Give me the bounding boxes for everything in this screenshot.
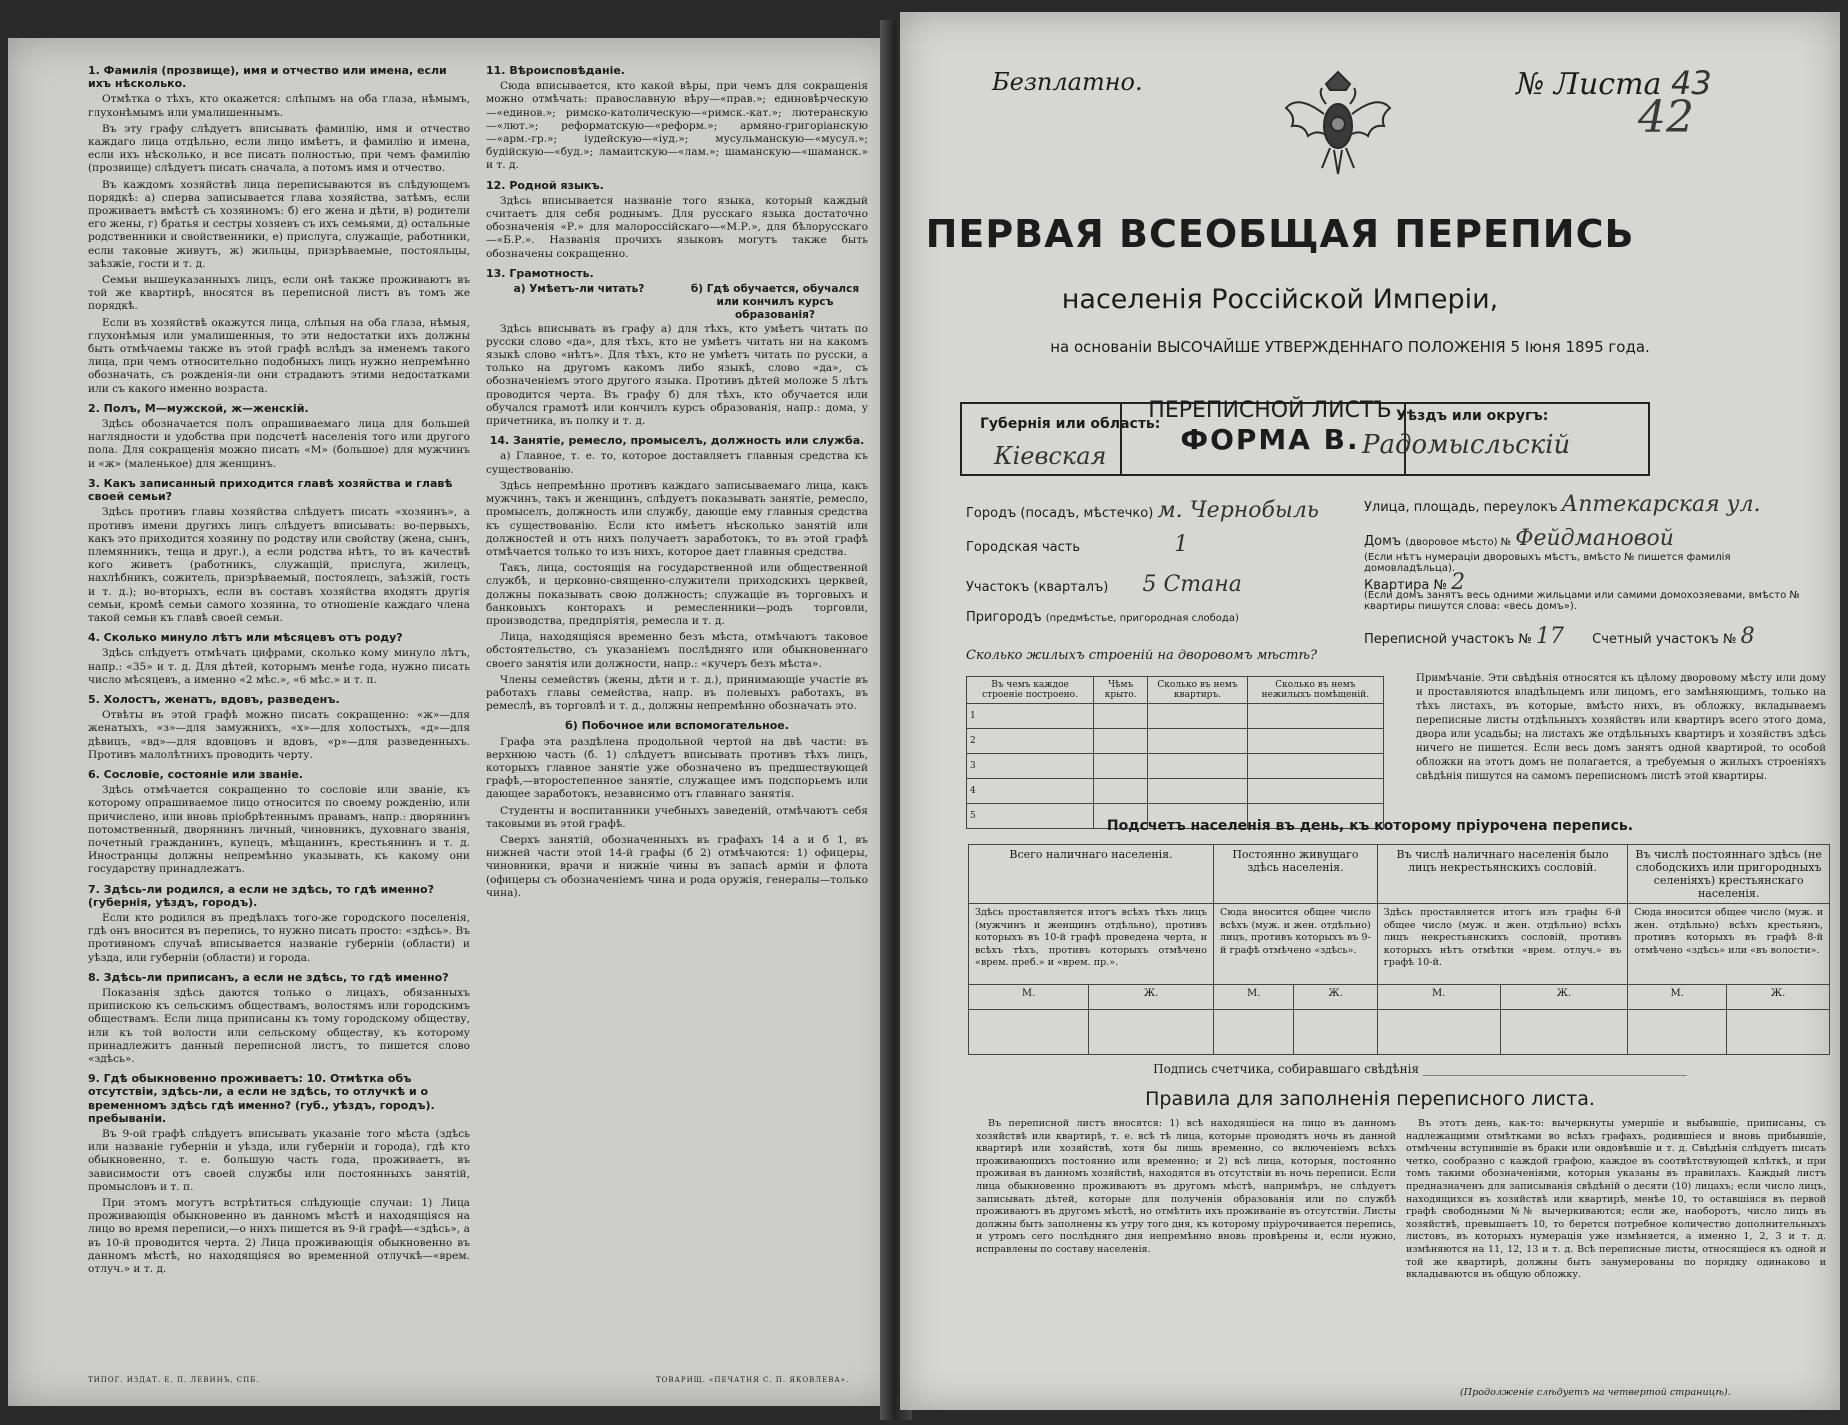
printer-imprint: ТИПОГ. ИЗДАТ. Е. П. ЛЕВИНЪ, СПБ. xyxy=(88,1376,260,1384)
province-value: Кіевская xyxy=(994,442,1107,470)
census-title: ПЕРВАЯ ВСЕОБЩАЯ ПЕРЕПИСЬ xyxy=(925,212,1635,256)
margin-folio-number: 42 xyxy=(1638,92,1694,143)
section-heading: 11. Вѣроисповѣданіе. xyxy=(486,64,625,77)
bld-col-header: Чѣмъ крыто. xyxy=(1094,677,1148,704)
instruction-paragraph: Отмѣтка о тѣхъ, кто окажется: слѣпымъ на оба глаза, нѣмымъ, глухонѣмымъ или умалишеннымъ. xyxy=(88,93,470,119)
literacy-subheading: а) Умѣетъ-ли читать? xyxy=(513,283,645,296)
legal-basis: на основаніи ВЫСОЧАЙШЕ УТВЕРЖДЕННАГО ПОЛОЖЕНІЯ 5 Іюня 1895 года. xyxy=(1050,338,1650,356)
house-value: Фейдмановой xyxy=(1515,526,1674,551)
sheet-number-handwritten: 43 xyxy=(1670,64,1712,102)
instruction-paragraph: Показанія здѣсь даются только о лицахъ, обязанныхъ припискою къ сельскимъ обществамъ, волостямъ или городскимъ обществамъ. Если лица приписаны къ тому городскому обществу, или къ той волости или сельскому обществу, къ которому принадлежитъ данный переписной листъ, то пишется слово «здѣсь». xyxy=(88,987,470,1066)
section-heading: 1. Фамилія (прозвище), имя и отчество или имена, если ихъ нѣсколько. xyxy=(88,64,447,91)
instruction-paragraph: Здѣсь отмѣчается сокращенно то сословіе или званіе, къ которому опрашиваемое лицо относится по своему рожденію, или причислено, или вновь пріобрѣтеннымъ правамъ, напр.: дворянинъ потомственный, дворянинъ личный, чиновникъ, духовнаго званія, почетный гражданинъ, купецъ, мѣщанинъ, крестьянинъ и т. д. Иностранцы должны непремѣнно указывать, къ какому они государству принадлежатъ. xyxy=(88,784,470,876)
table-row: 2 xyxy=(967,729,1384,754)
continued-note: (Продолженіе слѣдуетъ на четвертой страницѣ). xyxy=(1460,1387,1731,1398)
apartment-footnote: (Если домъ занятъ весь одними жильцами или самими домохозяевами, вмѣсто № квартиры пишутся слова: «весь домъ»). xyxy=(1364,590,1800,612)
literacy-subheading: б) Гдѣ обучается, обучался или кончилъ курсъ образованія? xyxy=(690,283,860,322)
street-field: Улица, площадь, переулокъ Аптекарская ул. xyxy=(1364,492,1761,517)
instruction-paragraph: Если кто родился въ предѣлахъ того-же городского поселенія, гдѣ онъ вносится въ перепись, то нужно писать просто: «здѣсь». Въ противномъ случаѣ вписывается названіе губерніи (области) и уѣзда, или губерніи (области) и города. xyxy=(88,911,470,964)
instruction-paragraph: Графа эта раздѣлена продольной чертой на двѣ части: въ верхнюю часть (б. 1) слѣдуетъ вписывать противъ тѣхъ лицъ, которыхъ главное занятіе уже обозначено въ предшествующей графѣ,—второстепенное занятіе, служащее имъ подспорьемъ или дающее заработокъ, независимо отъ главнаго занятія. xyxy=(486,735,868,801)
section-heading: 6. Сословіе, состояніе или званіе. xyxy=(88,767,303,781)
section-heading: 7. Здѣсь-ли родился, а если не здѣсь, то гдѣ именно? (губернія, уѣздъ, городъ). xyxy=(88,882,434,909)
count-col-desc: Сюда вносится общее число всѣхъ (муж. и жен. отдѣльно) лицъ, противъ которыхъ въ 9-й графѣ отмѣчено «здѣсь». xyxy=(1214,904,1378,985)
instruction-paragraph: Въ эту графу слѣдуетъ вписывать фамилію, имя и отчество каждаго лица отдѣльно, если лицо имѣетъ, и фамилію и имена, если ихъ нѣсколько, и все писать полностью, при чемъ фамилію (прозвище) слѣдуетъ писать сначала, а потомъ имя и отчество. xyxy=(88,122,470,175)
sex-header-row: М. Ж. М. Ж. М. Ж. М. Ж. xyxy=(969,985,1830,1010)
city-part-field: Городская часть 1 xyxy=(966,532,1189,557)
precinct-value: 5 Стана xyxy=(1142,572,1242,597)
table-row: 5 xyxy=(967,804,1384,829)
instruction-paragraph: Здѣсь обозначается полъ опрашиваемаго лица для большей наглядности и удобства при подсчетѣ населенія того или другого пола. Для сокращенія можно писать «М» (большое) для мужчинъ и «ж» (маленькое) для женщинъ. xyxy=(88,418,470,470)
instruction-paragraph: Въ каждомъ хозяйствѣ лица переписываются въ слѣдующемъ порядкѣ: а) сперва записывается глава хозяйства, затѣмъ, если проживаетъ вмѣстѣ съ хозяиномъ: б) его жена и дѣти, в) родители его жены, г) братья и сестры хозяевъ съ ихъ семьями, д) остальные родственники и свойственники, е) прислуга, служащіе, работники, если таковые живутъ, ж) жильцы, призрѣваемые, постояльцы, заѣзжіе, гости и т. д. xyxy=(88,178,470,270)
table-row: 1 xyxy=(967,704,1384,729)
instruction-paragraph: а) Главное, т. е. то, которое доставляетъ главныя средства къ существованію. xyxy=(486,450,868,476)
count-values-row xyxy=(969,1010,1830,1055)
instruction-paragraph: Члены семействъ (жены, дѣти и т. д.), принимающіе участіе въ работахъ главы семейства, напр. въ полевыхъ работахъ, въ ремеслѣ, въ торговлѣ и т. д., должны непремѣнно обозначать это. xyxy=(486,673,868,713)
left-page xyxy=(8,38,896,1406)
instruction-paragraph: Отвѣты въ этой графѣ можно писать сокращенно: «ж»—для женатыхъ, «з»—для замужнихъ, «х»—для холостыхъ, «д»—для дѣвицъ, «вд»—для вдовцовъ и вдовъ, «р»—для разведенныхъ. Противъ малолѣтнихъ проводить черту. xyxy=(88,709,470,761)
count-col-desc: Здѣсь проставляется итогъ всѣхъ тѣхъ лицъ (мужчинъ и женщинъ отдѣльно), противъ которыхъ въ 10-й графѣ проведена черта, и всѣхъ тѣхъ, противъ которыхъ отмѣчено «врем. преб.» и «врем. пр.». xyxy=(969,904,1214,985)
house-footnote: (Если нѣтъ нумераціи дворовыхъ мѣстъ, вмѣсто № пишется фамилія домовладѣльца). xyxy=(1364,552,1731,574)
section-heading: 14. Занятіе, ремесло, промыселъ, должность или служба. xyxy=(489,434,865,448)
census-district-value: 17 xyxy=(1536,624,1564,649)
instructions-column-a xyxy=(88,58,470,1279)
district-value: Радомысльскій xyxy=(1362,430,1571,460)
census-district-field: Переписной участокъ № 17 Счетный участокъ № 8 xyxy=(1364,624,1755,649)
count-col-header: Всего наличнаго населенія. xyxy=(969,845,1214,904)
town-field: Городъ (посадъ, мѣстечко) м. Чернобыль xyxy=(966,498,1319,523)
buildings-table xyxy=(966,676,1384,829)
count-col-header: Постоянно живущаго здѣсь населенія. xyxy=(1214,845,1378,904)
sheet-number: № Листа 43 xyxy=(1516,64,1712,102)
instruction-paragraph: Если въ хозяйствѣ окажутся лица, слѣпыя на оба глаза, нѣмыя, глухонѣмыя или умалишенныя, то эти недостатки ихъ должны быть отмѣчаемы также въ этой графѣ вслѣдъ за именемъ такого лица, при чемъ относительно подобныхъ лицъ нужно непремѣнно обозначать, съ рожденія-ли они страдаютъ этими недостатками или съ какого именно возраста. xyxy=(88,316,470,395)
instruction-paragraph: Сюда вписывается, кто какой вѣры, при чемъ для сокращенія можно отмѣчать: православную вѣру—«прав.»; единовѣрческую—«единов.»; римско-католическую—«римск.-кат.»; лютеранскую—«лют.»; реформатскую—«реформ.»; армяно-григоріанскую—«арм.-гр.»; іудейскую—«іуд.»; мусульманскую—«мусул.»; будійскую—«буд.»; ламаитскую—«лам.»; шаманскую—«шаманск.» и т. д. xyxy=(486,80,868,172)
section-heading: 8. Здѣсь-ли приписанъ, а если не здѣсь, то гдѣ именно? xyxy=(88,970,449,984)
section-heading: 4. Сколько минуло лѣтъ или мѣсяцевъ отъ роду? xyxy=(88,631,403,645)
section-heading: 13. Грамотность. xyxy=(486,266,594,280)
instruction-paragraph: Здѣсь вписывается названіе того языка, который каждый считаетъ для себя роднымъ. Для русскаго языка достаточно обозначенія «Р.» для малороссійскаго—«М.Р.», для бѣлорусскаго—«Б.Р.». Названія прочихъ языковъ могутъ также быть обозначены сокращенно. xyxy=(486,194,868,260)
section-heading: б) Побочное или вспомогательное. xyxy=(565,719,789,733)
count-col-header: Въ числѣ постояннаго здѣсь (не слободскихъ или пригородныхъ селеніяхъ) крестьянскаго населенія. xyxy=(1628,845,1830,904)
section-heading: 12. Родной языкъ. xyxy=(486,178,604,192)
section-heading: 9. Гдѣ обыкновенно проживаетъ: 10. Отмѣтка объ отсутствіи, здѣсь-ли, а если не здѣсь, то отлучкѣ и о временномъ здѣсь гдѣ именно? (губ., уѣздъ, городъ). пребываніи. xyxy=(88,1072,435,1125)
population-count-title: Подсчетъ населенія въ день, къ которому пріурочена перепись. xyxy=(1106,818,1634,834)
province-label: Губернія или область: xyxy=(980,416,1161,432)
bld-col-header: Сколько въ немъ нежилыхъ помѣщеній. xyxy=(1247,677,1383,704)
count-col-header: Въ числѣ наличнаго населенія было лицъ некрестьянскихъ сословій. xyxy=(1377,845,1628,904)
count-col-desc: Здѣсь проставляется итогъ изъ графы 6-й общее число (муж. и жен. отдѣльно) всѣхъ лицъ некрестьянскихъ сословій, противъ которыхъ нѣтъ отмѣтки «врем. отлуч.» въ графѣ 10-й. xyxy=(1377,904,1628,985)
section-heading: 3. Какъ записанный приходится главѣ хозяйства и главѣ своей семьи? xyxy=(88,476,453,504)
literacy-subheadings xyxy=(486,283,868,323)
rules-title: Правила для заполненія переписного листа. xyxy=(1145,1088,1595,1110)
suburb-field: Пригородъ (предмѣстье, пригородная слобода) xyxy=(966,610,1239,625)
apartment-value: 2 xyxy=(1451,570,1466,595)
printer-imprint-2: ТОВАРИЩ. «ПЕЧАТНЯ С. П. ЯКОВЛЕВА». xyxy=(656,1376,850,1384)
instruction-paragraph: Сверхъ занятій, обозначенныхъ въ графахъ 14 а и б 1, въ нижней части этой 14-й графы (б 2) отмѣчаются: 1) офицеры, чиновники, врачи и нижніе чины въ запасѣ арміи и флота (офицеры съ обозначеніемъ чина и рода оружія, генералы—только чина). xyxy=(486,833,868,899)
instruction-paragraph: Здѣсь вписывать въ графу а) для тѣхъ, кто умѣетъ читать по русски слово «да», для тѣхъ, кто не умѣетъ читать ни на какомъ языкѣ слово «нѣтъ». Для тѣхъ, кто не умѣетъ читать по русски, а только на другомъ какомъ либо языкѣ, слово «да», съ обозначеніемъ этого другого языка. Противъ дѣтей моложе 5 лѣтъ проводится черта. Въ графу б) для тѣхъ, кто обучается или обучался грамотѣ или кончилъ курсъ образованія, напр.: дома, у причетника, въ полку и т. д. xyxy=(486,322,868,428)
instruction-paragraph: При этомъ могутъ встрѣтиться слѣдующіе случаи: 1) Лица проживающія обыкновенно въ данномъ мѣстѣ и находящіяся на лицо во время переписи,—о нихъ пишется въ 9-й графѣ—«здѣсь», а въ 10-й проводится черта. 2) Лица проживающія обыкновенно въ данномъ мѣстѣ, но находящіяся во временной отлучкѣ—«врем. отлуч.» и т. д. xyxy=(88,1197,470,1276)
instruction-paragraph: Студенты и воспитанники учебныхъ заведеній, отмѣчаютъ себя таковыми въ этой графѣ. xyxy=(486,804,868,830)
rules-column-a: Въ переписной листъ вносятся: 1) всѣ находящіеся на лицо въ данномъ хозяйствѣ или квартирѣ, т. е. всѣ тѣ лица, которые проводятъ ночь въ данной квартирѣ или хозяйствѣ, хотя бы лишь временно, со включеніемъ всѣхъ проживающихъ постоянно или временно; и 2) всѣ лица, которыя, постоянно проживая въ данномъ хозяйствѣ, находятся въ отсутствіи въ ночь переписи. Если лица обыкновенно проживаютъ въ другомъ мѣстѣ, напримѣръ, не слѣдуетъ записывать дѣтей, которые для полученія образованія или по службѣ проживаютъ въ другомъ мѣстѣ, но отмѣтить ихъ проживаніе въ отсутствіи. Листы должны быть заполнены къ утру того дня, къ которому пріурочивается перепись, и утромъ сего послѣдняго дня непремѣнно вновь провѣрены и, если нужно, исправлены по составу населенія. xyxy=(976,1118,1396,1255)
bld-col-header: Сколько въ немъ квартиръ. xyxy=(1148,677,1248,704)
imperial-eagle-emblem xyxy=(1278,64,1398,184)
instruction-paragraph: Семьи вышеуказанныхъ лицъ, если онѣ также проживаютъ въ той же квартирѣ, вносятся въ переписной листъ въ томъ же порядкѣ. xyxy=(88,274,470,313)
enumerator-signature-line: Подпись счетчика, собиравшаго свѣдѣнія ____________________________________________ xyxy=(1153,1062,1687,1076)
section-heading: 2. Полъ, М—мужской, ж—женскій. xyxy=(88,401,309,415)
rules-column-b: Въ этотъ день, как-то: вычеркнуты умершіе и выбывшіе, приписаны, съ надлежащими отмѣтками во всѣхъ графахъ, родившіеся и вновь прибывшіе, отмѣчены вступившіе въ браки или овдовѣвшіе и т. д. Свѣдѣнія слѣдуетъ писать четко, сообразно с каждой графою, каждое въ соотвѣтствующей клѣткѣ, и при томъ такими обозначеніями, которыя указаны въ правилахъ. Каждый листъ предназначенъ для записыванія свѣдѣній о десяти (10) лицахъ; если число лицъ, находящихся въ хозяйствѣ или квартирѣ, менѣе 10, то оставшіяся въ первой графѣ свободными №№ вычеркиваются; если же, наоборотъ, число лицъ въ хозяйствѣ, превышаетъ 10, то берется потребное количество дополнительныхъ листовъ, въ которыхъ нумерація уже измѣняется, а именно 1, 2, 3 и т. д. измѣняются на 11, 12, 13 и т. д. Всѣ переписные листы, относящіеся къ одной и той же квартирѣ, должны быть занумерованы по порядку одинаково и вкладываются въ общую обложку. xyxy=(1406,1118,1826,1281)
table-row: 3 xyxy=(967,754,1384,779)
town-value: м. Чернобыль xyxy=(1157,498,1319,523)
census-sheet-page xyxy=(900,12,1840,1410)
instructions-column-b xyxy=(486,58,868,903)
instruction-paragraph: Лица, находящіяся временно безъ мѣста, отмѣчаютъ таковое обстоятельство, съ указаніемъ послѣдняго или обыкновеннаго своего занятія или должности, напр.: «кучеръ безъ мѣста». xyxy=(486,631,868,670)
buildings-note: Примѣчаніе. Эти свѣдѣнія относятся къ цѣлому дворовому мѣсту или дому и проставляются владѣльцемъ или лицомъ, его замѣняющимъ, только на тѣхъ листахъ, въ которые, вмѣсто нихъ, въ обложку, вкладываемъ переписные листы отдѣльныхъ хозяйствъ или квартиръ всего этого дома, двора или усадьбы; на листахъ же отдѣльныхъ квартиръ и хозяйствъ здѣсь ничего не пишется. Если весь домъ занятъ одной квартирой, то особой обложки на этотъ домъ не полагается, а требуемыя о жилыхъ строеніяхъ свѣдѣнія пишутся на самомъ переписномъ листѣ этой квартиры. xyxy=(1416,673,1826,782)
instruction-paragraph: Въ 9-ой графѣ слѣдуетъ вписывать указаніе того мѣста (здѣсь или названіе губерніи и уѣзда, или губерніи и города), гдѣ кто обыкновенно, т. е. большую часть года, проживаетъ, въ зависимости отъ своей службы или постоянныхъ занятій, промысловъ и т. п. xyxy=(88,1128,470,1193)
census-subtitle: населенія Россійской Имперіи, xyxy=(1061,284,1499,315)
form-title: ПЕРЕПИСНОЙ ЛИСТЪ ФОРМА В. xyxy=(1148,398,1392,456)
apartment-field: Квартира № 2 xyxy=(1364,570,1466,595)
count-col-desc: Сюда вносится общее число (муж. и жен. отдѣльно) всѣхъ крестьянъ, противъ которыхъ въ графѣ 8-й отмѣчено «здѣсь» или «въ волости». xyxy=(1628,904,1830,985)
street-value: Аптекарская ул. xyxy=(1561,492,1761,517)
house-field: Домъ (дворовое мѣсто) № Фейдмановой xyxy=(1364,526,1674,551)
city-part-value: 1 xyxy=(1174,532,1189,557)
population-count-table xyxy=(968,844,1830,1055)
counting-district-value: 8 xyxy=(1740,624,1755,649)
table-row: 4 xyxy=(967,779,1384,804)
district-label: Уѣздъ или округъ: xyxy=(1396,408,1549,424)
instruction-paragraph: Здѣсь противъ главы хозяйства слѣдуетъ писать «хозяинъ», а противъ имени другихъ лицъ слѣдуетъ вписывать: во-первыхъ, какъ это приходится хозяину по родству или свойству (жена, сынъ, племянникъ, теща и друг.), а если родства нѣтъ, то въ качествѣ кого живетъ (работникъ, служащій, прислуга, жилецъ, нахлѣбникъ, сожитель, призрѣваемый, постоялецъ, заѣзжій, гость и т. д.); во-вторыхъ, если въ составъ хозяйства входятъ другія семьи, кромѣ семьи самого хозяина, то отношеніе каждаго члена такой семьи къ главѣ своей семьи. xyxy=(88,506,470,624)
buildings-question: Сколько жилыхъ строеній на дворовомъ мѣстѣ? xyxy=(966,648,1317,663)
instruction-paragraph: Такъ, лица, состоящія на государственной или общественной службѣ, и церковно-священно-служители приходскихъ церквей, должны показывать свою должность; служащіе въ торговыхъ и банковыхъ конторахъ и ремесленники—родъ торговли, производства, предпріятія, ремесла и т. д. xyxy=(486,562,868,627)
free-label: Безплатно. xyxy=(992,68,1143,96)
instruction-paragraph: Здѣсь слѣдуетъ отмѣчать цифрами, сколько кому минуло лѣтъ, напр.: «35» и т. д. Для дѣтей, которымъ менѣе года, нужно писать число мѣсяцевъ, а именно «2 мѣс.», «6 мѣс.» и т. п. xyxy=(88,647,470,686)
instruction-paragraph: Здѣсь непремѣнно противъ каждаго записываемаго лица, какъ мужчинъ, такъ и женщинъ, слѣдуетъ показывать занятіе, ремесло, промыселъ, должность или службу, дающіе ему главныя средства къ существованію. Если кто имѣетъ нѣсколько занятій или должностей и отъ нихъ получаетъ заработокъ, то въ этой графѣ отмѣчается только то изъ нихъ, которое дает главныя средства. xyxy=(486,479,868,558)
precinct-field: Участокъ (кварталъ) 5 Стана xyxy=(966,572,1242,597)
section-heading: 5. Холостъ, женатъ, вдовъ, разведенъ. xyxy=(88,692,340,706)
bld-col-header: Въ чемъ каждое строеніе построено. xyxy=(967,677,1094,704)
